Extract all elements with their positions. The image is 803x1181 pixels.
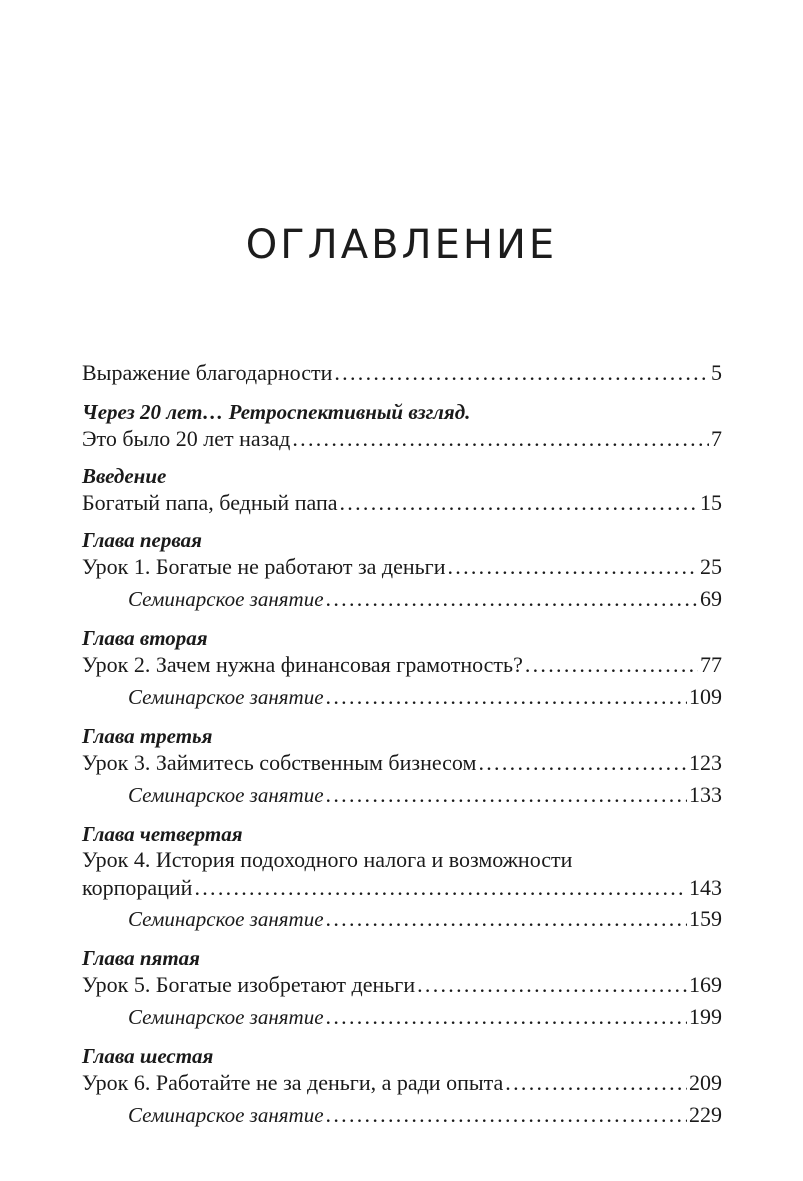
toc-entry-title: Семинарское занятие <box>128 783 324 807</box>
toc-entry <box>82 650 722 680</box>
toc-entry-title: Урок 5. Богатые изобретают деньги <box>82 972 416 997</box>
section-heading: Введение <box>82 464 167 488</box>
toc-entry <box>82 356 722 390</box>
toc-entry <box>82 1068 722 1098</box>
toc-page-number: 169 <box>689 972 722 997</box>
toc-entry-title: Семинарское занятие <box>128 1005 324 1029</box>
chapter-heading: Глава третья <box>82 724 213 748</box>
toc-seminar-entry <box>82 680 722 714</box>
toc-entry-title: корпораций <box>82 875 193 900</box>
toc-seminar-entry <box>82 1000 722 1034</box>
dot-leader <box>478 748 687 778</box>
dot-leader <box>417 970 687 1000</box>
dot-leader <box>326 680 687 714</box>
toc-entry <box>82 874 722 902</box>
toc-section-chapter-5 <box>82 946 722 1034</box>
toc-page-number: 143 <box>689 875 722 900</box>
chapter-heading: Глава четвертая <box>82 822 243 846</box>
dot-leader <box>505 1068 687 1098</box>
dot-leader <box>447 552 698 582</box>
toc-section-chapter-4 <box>82 822 722 936</box>
toc-entry-title: Выражение благодарности <box>82 360 333 385</box>
dot-leader <box>292 424 709 454</box>
toc-page-number: 7 <box>711 426 722 451</box>
toc-section-chapter-2 <box>82 626 722 714</box>
toc-entry-title: Урок 2. Зачем нужна финансовая грамотность? <box>82 652 523 677</box>
toc-entry-title: Семинарское занятие <box>128 587 324 611</box>
page-title: ОГЛАВЛЕНИЕ <box>245 222 558 268</box>
dot-leader <box>194 874 687 902</box>
toc-section-chapter-3 <box>82 724 722 812</box>
toc-entry <box>82 488 722 518</box>
toc-entry-title: Урок 3. Займитесь собственным бизнесом <box>82 750 477 775</box>
toc-page-number: 209 <box>689 1070 722 1095</box>
toc-entry-title: Семинарское занятие <box>128 1103 324 1127</box>
toc-entry-title: Богатый папа, бедный папа <box>82 490 338 515</box>
toc-section-retrospective <box>82 400 722 454</box>
toc-page-number: 15 <box>700 490 722 515</box>
toc-entry-title: Урок 1. Богатые не работают за деньги <box>82 554 446 579</box>
chapter-heading: Глава вторая <box>82 626 208 650</box>
toc-entry-title: Семинарское занятие <box>128 907 324 931</box>
toc-entry <box>82 552 722 582</box>
toc-entry <box>82 748 722 778</box>
toc-page-number: 133 <box>689 782 722 807</box>
toc-entry <box>82 970 722 1000</box>
toc-entry-line <box>82 846 722 874</box>
toc-seminar-entry <box>82 582 722 616</box>
chapter-heading: Глава пятая <box>82 946 200 970</box>
toc-entry-title: Урок 6. Работайте не за деньги, а ради опыта <box>82 1070 504 1095</box>
toc-entry-title: Семинарское занятие <box>128 685 324 709</box>
table-of-contents <box>82 356 722 1142</box>
toc-page-number: 109 <box>689 684 722 709</box>
toc-page-number: 69 <box>700 586 722 611</box>
toc-page-number: 199 <box>689 1004 722 1029</box>
dot-leader <box>326 582 698 616</box>
toc-page-number: 229 <box>689 1102 722 1127</box>
toc-seminar-entry <box>82 902 722 936</box>
toc-entry-title: Это было 20 лет назад <box>82 426 291 451</box>
chapter-heading: Глава шестая <box>82 1044 214 1068</box>
toc-section-chapter-6 <box>82 1044 722 1132</box>
toc-page-number: 77 <box>700 652 722 677</box>
dot-leader <box>326 1000 687 1034</box>
toc-seminar-entry <box>82 778 722 812</box>
toc-seminar-entry <box>82 1098 722 1132</box>
toc-entry-title-line1: Урок 4. История подоходного налога и возможности <box>82 847 573 872</box>
toc-section-introduction <box>82 464 722 518</box>
toc-page-number: 123 <box>689 750 722 775</box>
toc-page-number: 5 <box>711 360 722 385</box>
chapter-heading: Глава первая <box>82 528 202 552</box>
toc-section-acknowledgements <box>82 356 722 390</box>
dot-leader <box>326 778 687 812</box>
section-heading: Через 20 лет… Ретроспективный взгляд. <box>82 400 471 424</box>
toc-page-number: 159 <box>689 906 722 931</box>
dot-leader <box>334 356 709 390</box>
dot-leader <box>340 488 699 518</box>
dot-leader <box>525 650 698 680</box>
toc-section-chapter-1 <box>82 528 722 616</box>
toc-entry <box>82 424 722 454</box>
dot-leader <box>326 1098 687 1132</box>
toc-page-number: 25 <box>700 554 722 579</box>
dot-leader <box>326 902 687 936</box>
